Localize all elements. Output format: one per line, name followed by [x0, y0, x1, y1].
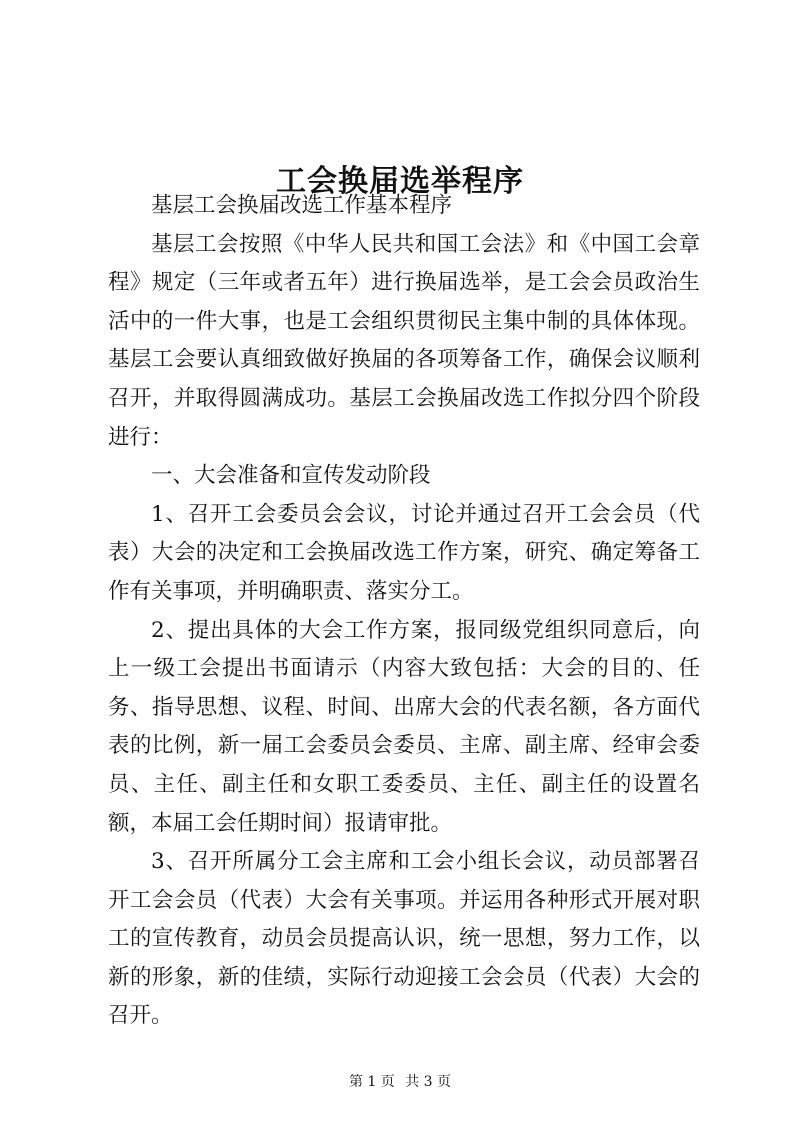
document-body: [108, 187, 700, 1036]
paragraph-section-heading: 一、大会准备和宣传发动阶段: [151, 463, 431, 489]
page-total: 共 3 页: [405, 1074, 452, 1090]
page-number: 第 1 页: [348, 1074, 395, 1090]
paragraph-step-1: 1、召开工会委员会会议，讨论并通过召开工会会员（代表）大会的决定和工会换届改选工作方案，研究、确定筹备工作有关事项，并明确职责、落实分工。: [108, 501, 700, 604]
paragraph-subtitle: 基层工会换届改选工作基本程序: [151, 193, 453, 218]
page-footer: [0, 1072, 800, 1092]
paragraph-step-3: 3、召开所属分工会主席和工会小组长会议，动员部署召开工会会员（代表）大会有关事项。并运用各种形式开展对职工的宣传教育，动员会员提高认识，统一思想，努力工作，以新的形象，新的佳绩，实际行动迎接工会会员（代表）大会的召开。: [108, 849, 700, 1029]
document-title: 工会换届选举程序: [276, 164, 524, 200]
paragraph-step-2: 2、提出具体的大会工作方案，报同级党组织同意后，向上一级工会提出书面请示（内容大致包括：大会的目的、任务、指导思想、议程、时间、出席大会的代表名额，各方面代表的比例，新一届工会委员会委员、主席、副主席、经审会委员、主任、副主任和女职工委委员、主任、副主任的设置名额，本届工会任期时间）报请审批。: [108, 617, 700, 836]
paragraph-intro: 基层工会按照《中华人民共和国工会法》和《中国工会章程》规定（三年或者五年）进行换届选举，是工会会员政治生活中的一件大事，也是工会组织贯彻民主集中制的具体体现。基层工会要认真细致做好换届的各项筹备工作，确保会议顺利召开，并取得圆满成功。基层工会换届改选工作拟分四个阶段进行：: [108, 231, 700, 450]
